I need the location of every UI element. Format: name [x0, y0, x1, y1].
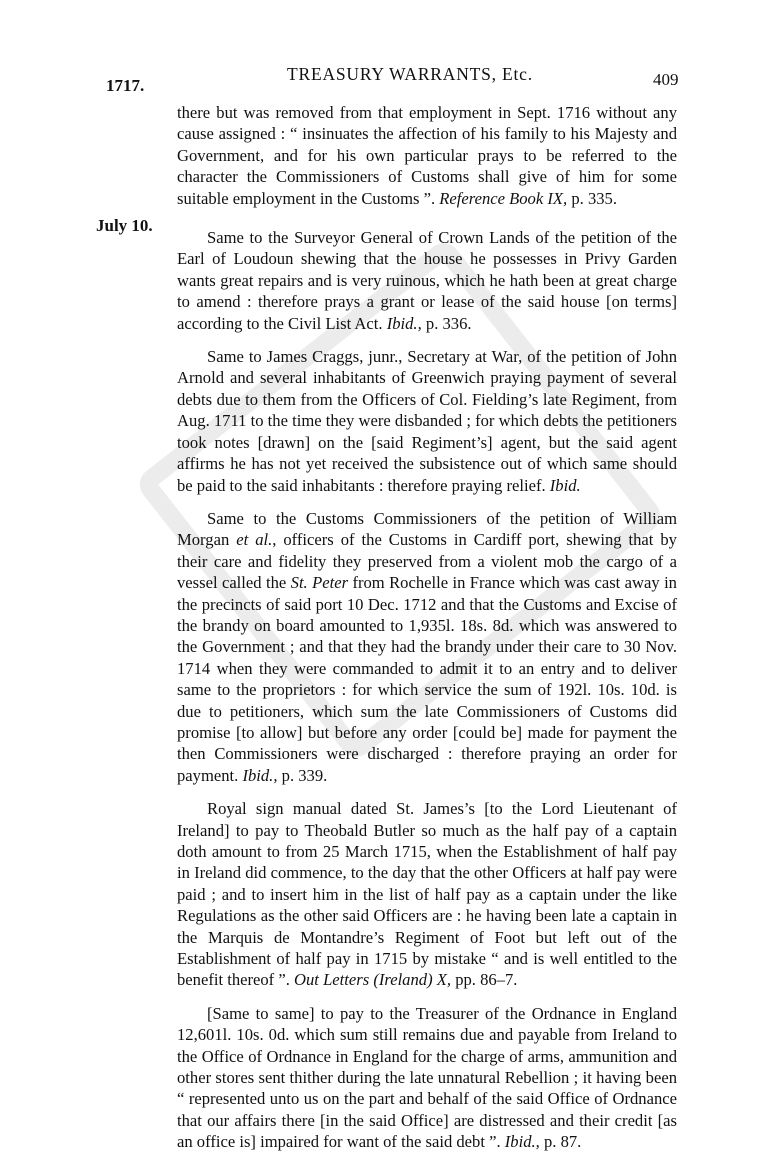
- reference-citation: Ibid.: [549, 475, 581, 495]
- document-body: [177, 102, 677, 1165]
- paragraph-text: Same to the Customs Commissioners of the petition of William Morgan: [177, 508, 677, 550]
- paragraph-4: [177, 508, 677, 786]
- running-title: TREASURY WARRANTS, Etc.: [287, 64, 533, 84]
- page-citation: p. 87.: [543, 1132, 582, 1152]
- paragraph-2: [177, 227, 677, 334]
- year-margin: 1717.: [106, 76, 145, 95]
- paragraph-text: from Rochelle in France which was cast away in the precincts of said port 10 Dec. 1712 and that the Customs and Excise of the brandy on board amounted to 1,935l. 18s. 8d. which was answered to the Government ; and that they had the brandy under their care to 30 Nov. 1714 when they were commanded to admit it to an entry and to deliver same to the proprietors : for which service the sum of 192l. 10s. 10d. is due to petitioners, which sum the late Commissioners of Customs did promise [to allow] but before any order [could be] made for payment the then Commissioners were discharged : therefore praying an order for payment.: [177, 573, 677, 785]
- paragraph-text: Same to the Surveyor General of Crown Lands of the petition of the Earl of Loudoun shewing that the house he possesses in Privy Garden wants great repairs and is very ruinous, which he hath been at great charge to amend : therefore prays a grant or lease of the said house [on terms] according to the Civil List Act.: [177, 228, 677, 333]
- reference-citation: Ibid.,: [504, 1132, 540, 1152]
- paragraph-text: , officers of the Customs in Cardiff port, shewing that by their care and fidelity they preserved from a violent mob the cargo of a vessel called the: [177, 530, 677, 593]
- paragraph-3: [177, 346, 677, 496]
- page-citation: p. 339.: [281, 765, 328, 785]
- reference-citation: Reference Book IX,: [439, 188, 568, 208]
- page-number: 409: [653, 70, 679, 89]
- ship-name: St. Peter: [290, 573, 349, 593]
- date-margin-july-10: July 10.: [96, 216, 153, 235]
- page-citation: pp. 86–7.: [455, 970, 518, 990]
- paragraph-text: there but was removed from that employment in Sept. 1716 without any cause assigned : “ insinuates the affection of his family to his Majesty and Government, and for his own particular prays to be referred to the character the Commissioners of Customs shall give of him for some suitable employment in the Customs ”.: [177, 103, 677, 208]
- et-al-italic: et al.: [236, 530, 273, 550]
- paragraph-text: Royal sign manual dated St. James’s [to the Lord Lieutenant of Ireland] to pay to Theobald Butler so much as the half pay of a captain doth amount to from 25 March 1715, when the Establishment of half pay in Ireland did commence, to the day that the other Officers at half pay were paid ; and to insert him in the list of half pay as a captain under the like Regulations as the other said Officers are : he having been late a captain in the Marquis de Montandre’s Regiment of Foot but left out of the Establishment of half pay in 1715 by mistake “ and is well entitled to the benefit thereof ”.: [177, 799, 677, 990]
- reference-citation: Ibid.,: [386, 313, 422, 333]
- paragraph-1: [177, 102, 677, 209]
- page-citation: p. 336.: [425, 313, 472, 333]
- paragraph-5: [177, 798, 677, 991]
- reference-citation: Out Letters (Ireland) X,: [294, 970, 452, 990]
- page-citation: p. 335.: [571, 188, 617, 208]
- paragraph-6: [177, 1003, 677, 1153]
- paragraph-text: Same to James Craggs, junr., Secretary at War, of the petition of John Arnold and several inhabitants of Greenwich praying payment of several debts due to them from the Officers of Col. Fielding’s late Regiment, from Aug. 1711 to the time they were disbanded ; for which debts the petitioners took notes [drawn] on the [said Regiment’s] agent, but the said agent affirms he has not yet received the subsistence out of which same should be paid to the said inhabitants : therefore praying relief.: [177, 347, 677, 495]
- reference-citation: Ibid.,: [242, 765, 278, 785]
- paragraph-text: [Same to same] to pay to the Treasurer of the Ordnance in England 12,601l. 10s. 0d. which sum still remains due and payable from Ireland to the Office of Ordnance in England for the charge of arms, ammunition and other stores sent thither during the late unnatural Rebellion ; it having been “ represented unto us on the part and behalf of the said Office of Ordnance that our affairs there [in the said Office] are distressed and their credit [as an office is] impaired for want of the said debt ”.: [177, 1003, 677, 1152]
